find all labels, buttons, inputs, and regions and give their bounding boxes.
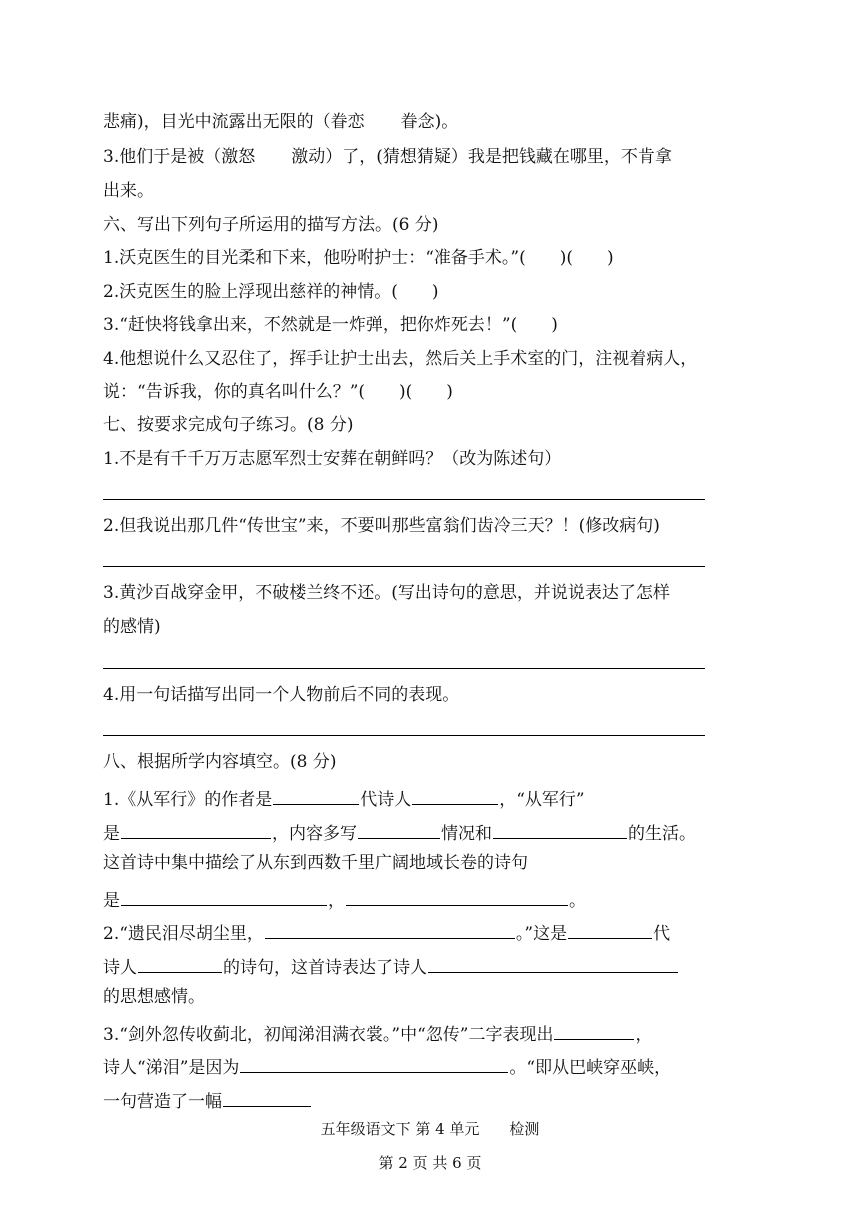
question-item: 3.“赶快将钱拿出来，不然就是一炸弹，把你炸死去！”( ) <box>103 315 558 335</box>
fill-blank[interactable] <box>265 918 515 939</box>
question-item: 一句营造了一幅 <box>103 1086 312 1114</box>
text-line: 3.他们于是被（激怒 激动）了，(猜想猜疑）我是把钱藏在哪里，不肯拿 <box>103 147 672 167</box>
section-heading: 六、写出下列句子所运用的描写方法。(6 分) <box>103 215 439 235</box>
section-heading: 八、根据所学内容填空。(8 分) <box>103 752 337 772</box>
fill-blank[interactable] <box>121 818 271 839</box>
fill-blank[interactable] <box>412 784 498 805</box>
question-item: 的感情) <box>103 617 161 637</box>
question-item: 4.用一句话描写出同一个人物前后不同的表现。 <box>103 685 460 705</box>
fill-blank[interactable] <box>428 952 678 973</box>
question-item: 4.他想说什么又忍住了，挥手让护士出去，然后关上手术室的门，注视着病人， <box>103 349 698 369</box>
page-number: 第 2 页 共 6 页 <box>378 1154 482 1172</box>
question-item: 诗人“涕泪”是因为 。“即从巴峡穿巫峡， <box>103 1052 671 1080</box>
fill-blank[interactable] <box>223 1086 311 1107</box>
question-item: 是 ， 。 <box>103 885 586 913</box>
question-item: 是 ，内容多写 情况和 的生活。 <box>103 818 696 846</box>
question-item: 这首诗中集中描绘了从东到西数千里广阔地域长卷的诗句 <box>103 853 528 873</box>
question-item: 2.但我说出那几件“传世宝”来，不要叫那些富翁们齿冷三天？！(修改病句) <box>103 516 660 536</box>
fill-blank[interactable] <box>346 885 568 906</box>
answer-line[interactable] <box>103 668 705 669</box>
fill-blank[interactable] <box>138 952 222 973</box>
fill-blank[interactable] <box>273 784 359 805</box>
question-item: 1.《从军行》的作者是 代诗人 ，“从军行” <box>103 784 585 812</box>
question-item: 说：“告诉我，你的真名叫什么？”( )( ) <box>103 382 453 402</box>
text-line: 出来。 <box>103 181 154 201</box>
fill-blank[interactable] <box>121 885 327 906</box>
fill-blank[interactable] <box>568 918 652 939</box>
answer-line[interactable] <box>103 566 705 567</box>
answer-line[interactable] <box>103 499 705 500</box>
question-item: 的思想感情。 <box>103 987 205 1007</box>
text-line: 悲痛)，目光中流露出无限的（眷恋 眷念)。 <box>103 112 459 132</box>
section-heading: 七、按要求完成句子练习。(8 分) <box>103 415 354 435</box>
question-item: 1.沃克医生的目光柔和下来，他吩咐护士：“准备手术。”( )( ) <box>103 248 614 268</box>
fill-blank[interactable] <box>554 1019 634 1040</box>
question-item: 3.“剑外忽传收蓟北，初闻涕泪满衣裳。”中“忽传”二字表现出 ， <box>103 1019 652 1047</box>
answer-line[interactable] <box>103 735 705 736</box>
fill-blank[interactable] <box>240 1052 508 1073</box>
fill-blank[interactable] <box>358 818 440 839</box>
question-item: 3.黄沙百战穿金甲，不破楼兰终不还。(写出诗句的意思，并说说表达了怎样 <box>103 583 670 603</box>
fill-blank[interactable] <box>493 818 627 839</box>
question-item: 2.沃克医生的脸上浮现出慈祥的神情。( ) <box>103 282 439 302</box>
footer-title: 五年级语文下 第 4 单元 检测 <box>320 1120 540 1138</box>
question-item: 1.不是有千千万万志愿军烈士安葬在朝鲜吗？（改为陈述句） <box>103 449 562 469</box>
question-item: 诗人 的诗句，这首诗表达了诗人 <box>103 952 679 980</box>
question-item: 2.“遗民泪尽胡尘里， 。”这是 代 <box>103 918 670 946</box>
